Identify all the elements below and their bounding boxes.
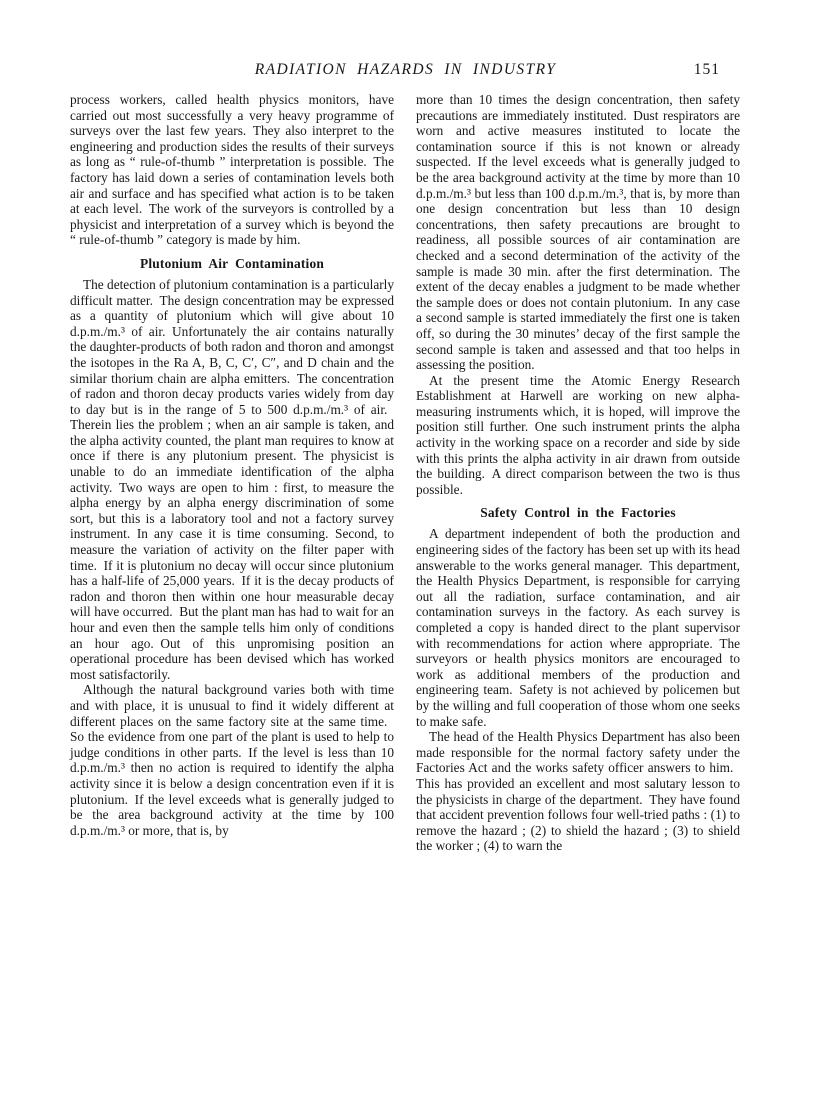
- paragraph: A department independent of both the production and engineering sides of the factory has been set up with its head answerable to the works general manager. This department, the Health Physics Department, is responsible for carrying out all the radiation, surface contamination, and air contamination surveys in the factory. As each survey is completed a copy is handed direct to the plant supervisor with recommendations for action where appropriate. The surveyors or health physics monitors are encouraged to work as additional members of the production and engineering team. Safety is not achieved by policemen but by the willing and full cooperation of those whom one seeks to make safe.: [416, 526, 740, 729]
- page-number: 151: [693, 61, 720, 78]
- paragraph: The head of the Health Physics Department has also been made responsible for the normal factory safety under the Factories Act and the works safety officer answers to him. This has provided an excellent and most salutary lesson to the physicists in charge of the department. They have found that accident prevention follows four well-tried paths : (1) to remove the hazard ; (2) to shield the hazard ; (3) to shield the worker ; (4) to warn the: [416, 729, 740, 854]
- running-head-title: RADIATION HAZARDS IN INDUSTRY: [254, 61, 557, 78]
- section-heading-safety-control-in-the-factories: Safety Control in the Factories: [480, 505, 676, 521]
- section-heading-plutonium-air-contamination: Plutonium Air Contamination: [139, 255, 325, 271]
- paragraph-continuation: more than 10 times the design concentration, then safety precautions are immediately instituted. Dust respirators are worn and active measures instituted to locate the contamination source if this is not known or already suspected. If the level exceeds what is generally judged to be the area background activity at the time by more than 10 d.p.m./m.³ but less than 100 d.p.m./m.³, that is, by more than one design concentration but less than 10 design concentrations, then safety precautions are brought to readiness, all possible sources of air contamination are checked and a second determination of the activity of the sample is made 30 min. after the first determination. The extent of the decay enables a judgment to be made whether the sample does or does not contain plutonium. In any case a second sample is started immediately the first one is taken off, so during the 30 minutes’ decay of the first sample the second sample is taken and assessed and that too helps in assessing the position.: [416, 92, 740, 373]
- paragraph: At the present time the Atomic Energy Research Establishment at Harwell are working on new alpha-measuring instruments which, it is hoped, will improve the position still further. One such instrument prints the alpha activity in the working space on a recorder and side by side with this prints the alpha activity in air drawn from outside the building. A direct comparison between the two is thus possible.: [416, 372, 740, 497]
- paragraph: Although the natural background varies both with time and with place, it is unusual to find it widely different at different places on the same factory site at the same time. So the evidence from one part of the plant is used to help to judge conditions in other parts. If the level is less than 10 d.p.m./m.³ then no action is required to identify the alpha activity since it is below a design concentration even if it is plutonium. If the level exceeds what is generally judged to be the area background activity at the time by 100 d.p.m./m.³ or more, that is, by: [70, 682, 394, 838]
- paragraph-continuation: process workers, called health physics monitors, have carried out most successfully a very heavy programme of surveys over the last few years. They also interpret to the engineering and production sides the results of their surveys as long as “ rule-of-thumb ” interpretation is possible. The factory has laid down a series of contamination levels both air and surface and has specified what action is to be taken at each level. The work of the surveyors is controlled by a physicist and interpretation of a survey which is beyond the “ rule-of-thumb ” category is made by him.: [70, 92, 394, 248]
- running-head: [70, 61, 741, 81]
- two-column-body: [70, 92, 816, 854]
- right-column: [416, 92, 740, 854]
- paragraph: The detection of plutonium contamination is a particularly difficult matter. The design concentration may be expressed as a quantity of plutonium which will give about 10 d.p.m./m.³ of air. Unfortunately the air contains naturally the daughter-products of both radon and thoron and amongst the isotopes in the Ra A, B, C, C′, C″, and D chain and the similar thorium chain are alpha emitters. The concentration of radon and thoron decay products varies widely from day to day but is in the range of 5 to 500 d.p.m./m.³ of air. Therein lies the problem ; when an air sample is taken, and the alpha activity counted, the plant man requires to know at once if there is any plutonium present. The physicist is unable to do an immediate identification of the alpha activity. Two ways are open to him : first, to measure the alpha energy by an alpha energy discrimination of some sort, but this is a laboratory tool and not a factory survey instrument. In any case it is time consuming. Second, to measure the variation of activity on the filter paper with time. If it is plutonium no decay will occur since plutonium has a half-life of 25,000 years. If it is the decay products of radon and thoron then within one hour measurable decay will have occurred. But the plant man has had to wait for an hour and even then the sample tells him only of conditions an hour ago. Out of this unpromising position an operational procedure has been devised which has worked most satisfactorily.: [70, 276, 394, 682]
- left-column: [70, 92, 394, 854]
